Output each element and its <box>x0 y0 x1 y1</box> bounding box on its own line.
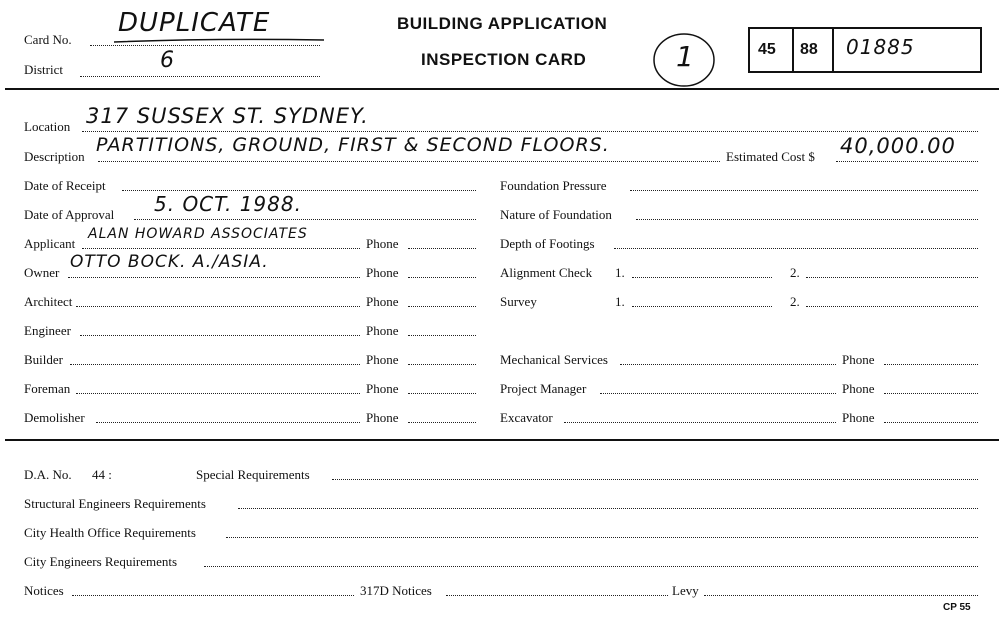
notices-line <box>72 595 354 596</box>
engineer-phone-label: Phone <box>366 323 399 338</box>
card-no-line <box>90 45 320 46</box>
location-label: Location <box>24 119 71 134</box>
engineer-line <box>80 335 360 336</box>
city-engineers-label: City Engineers Requirements <box>24 554 178 569</box>
date-approval-line <box>134 219 476 220</box>
foundation-pressure-label: Foundation Pressure <box>500 178 607 193</box>
demolisher-phone-line <box>408 422 476 423</box>
excavator-line <box>564 422 836 423</box>
owner-phone-line <box>408 277 476 278</box>
alignment-num2: 2. <box>790 265 800 280</box>
hw-description: PARTITIONS, GROUND, FIRST & SECOND FLOORS. <box>96 134 610 156</box>
mechanical-label: Mechanical Services <box>500 352 608 367</box>
section-rule <box>5 439 999 441</box>
owner-line <box>68 277 360 278</box>
district-line <box>80 76 320 77</box>
form-code: CP 55 <box>943 602 971 613</box>
applicant-phone-label: Phone <box>366 236 399 251</box>
demolisher-phone-label: Phone <box>366 410 399 425</box>
date-approval-label: Date of Approval <box>24 207 115 222</box>
da-no-value: 44 : <box>92 467 112 482</box>
project-manager-label: Project Manager <box>500 381 587 396</box>
structural-label: Structural Engineers Requirements <box>24 496 206 511</box>
hw-box-number: 01885 <box>846 35 915 59</box>
survey-line2 <box>806 306 978 307</box>
excavator-phone-line <box>884 422 978 423</box>
depth-footings-line <box>614 248 978 249</box>
alignment-line1 <box>632 277 772 278</box>
applicant-label: Applicant <box>24 236 76 251</box>
health-line <box>226 537 978 538</box>
date-receipt-label: Date of Receipt <box>24 178 106 193</box>
foreman-phone-label: Phone <box>366 381 399 396</box>
survey-line1 <box>632 306 772 307</box>
project-manager-phone-label: Phone <box>842 381 875 396</box>
builder-phone-label: Phone <box>366 352 399 367</box>
demolisher-line <box>96 422 360 423</box>
notices-label: Notices <box>24 583 64 598</box>
project-manager-line <box>600 393 836 394</box>
owner-phone-label: Phone <box>366 265 399 280</box>
engineer-label: Engineer <box>24 323 71 338</box>
survey-label: Survey <box>500 294 537 309</box>
box-b: 88 <box>800 41 818 58</box>
builder-phone-line <box>408 364 476 365</box>
mechanical-line <box>620 364 836 365</box>
special-requirements-line <box>332 479 978 480</box>
title-line1: BUILDING APPLICATION <box>397 14 608 33</box>
city-engineers-line <box>204 566 978 567</box>
hw-circle-number: 1 <box>676 40 695 73</box>
project-manager-phone-line <box>884 393 978 394</box>
applicant-phone-line <box>408 248 476 249</box>
foreman-line <box>76 393 360 394</box>
notices-317d-line <box>446 595 668 596</box>
structural-line <box>238 508 978 509</box>
depth-footings-label: Depth of Footings <box>500 236 595 251</box>
title-line2: INSPECTION CARD <box>421 50 587 69</box>
nature-foundation-label: Nature of Foundation <box>500 207 612 222</box>
estimated-cost-label: Estimated Cost $ <box>726 149 815 164</box>
architect-line <box>76 306 360 307</box>
survey-num2: 2. <box>790 294 800 309</box>
hw-owner: OTTO BOCK. A./ASIA. <box>70 252 269 272</box>
box-a: 45 <box>758 41 776 58</box>
excavator-label: Excavator <box>500 410 553 425</box>
excavator-phone-label: Phone <box>842 410 875 425</box>
header-rule <box>5 88 999 90</box>
da-no-label: D.A. No. <box>24 467 72 482</box>
hw-estimated-cost: 40,000.00 <box>840 134 956 158</box>
hw-district: 6 <box>160 48 175 73</box>
hw-date-approval: 5. OCT. 1988. <box>154 192 302 216</box>
estimated-cost-line <box>836 161 978 162</box>
builder-line <box>70 364 360 365</box>
location-line <box>82 131 978 132</box>
foreman-phone-line <box>408 393 476 394</box>
engineer-phone-line <box>408 335 476 336</box>
card-number-box <box>748 27 982 73</box>
card-no-label: Card No. <box>24 32 72 47</box>
applicant-line <box>82 248 360 249</box>
mechanical-phone-line <box>884 364 978 365</box>
special-requirements-label: Special Requirements <box>196 467 310 482</box>
health-label: City Health Office Requirements <box>24 525 196 540</box>
architect-phone-line <box>408 306 476 307</box>
notices-317d-label: 317D Notices <box>360 583 432 598</box>
description-line <box>98 161 720 162</box>
demolisher-label: Demolisher <box>24 410 85 425</box>
alignment-num1: 1. <box>615 265 625 280</box>
builder-label: Builder <box>24 352 63 367</box>
levy-label: Levy <box>672 583 699 598</box>
foreman-label: Foreman <box>24 381 71 396</box>
duplicate-underline <box>112 37 327 45</box>
nature-foundation-line <box>636 219 978 220</box>
hw-location: 317 SUSSEX ST. SYDNEY. <box>86 104 369 128</box>
architect-label: Architect <box>24 294 73 309</box>
architect-phone-label: Phone <box>366 294 399 309</box>
district-label: District <box>24 62 63 77</box>
description-label: Description <box>24 149 85 164</box>
hw-applicant: ALAN HOWARD ASSOCIATES <box>88 226 308 242</box>
alignment-check-label: Alignment Check <box>500 265 593 280</box>
hw-duplicate: DUPLICATE <box>118 8 271 38</box>
survey-num1: 1. <box>615 294 625 309</box>
owner-label: Owner <box>24 265 60 280</box>
alignment-line2 <box>806 277 978 278</box>
foundation-pressure-line <box>630 190 978 191</box>
date-receipt-line <box>122 190 476 191</box>
levy-line <box>704 595 978 596</box>
mechanical-phone-label: Phone <box>842 352 875 367</box>
